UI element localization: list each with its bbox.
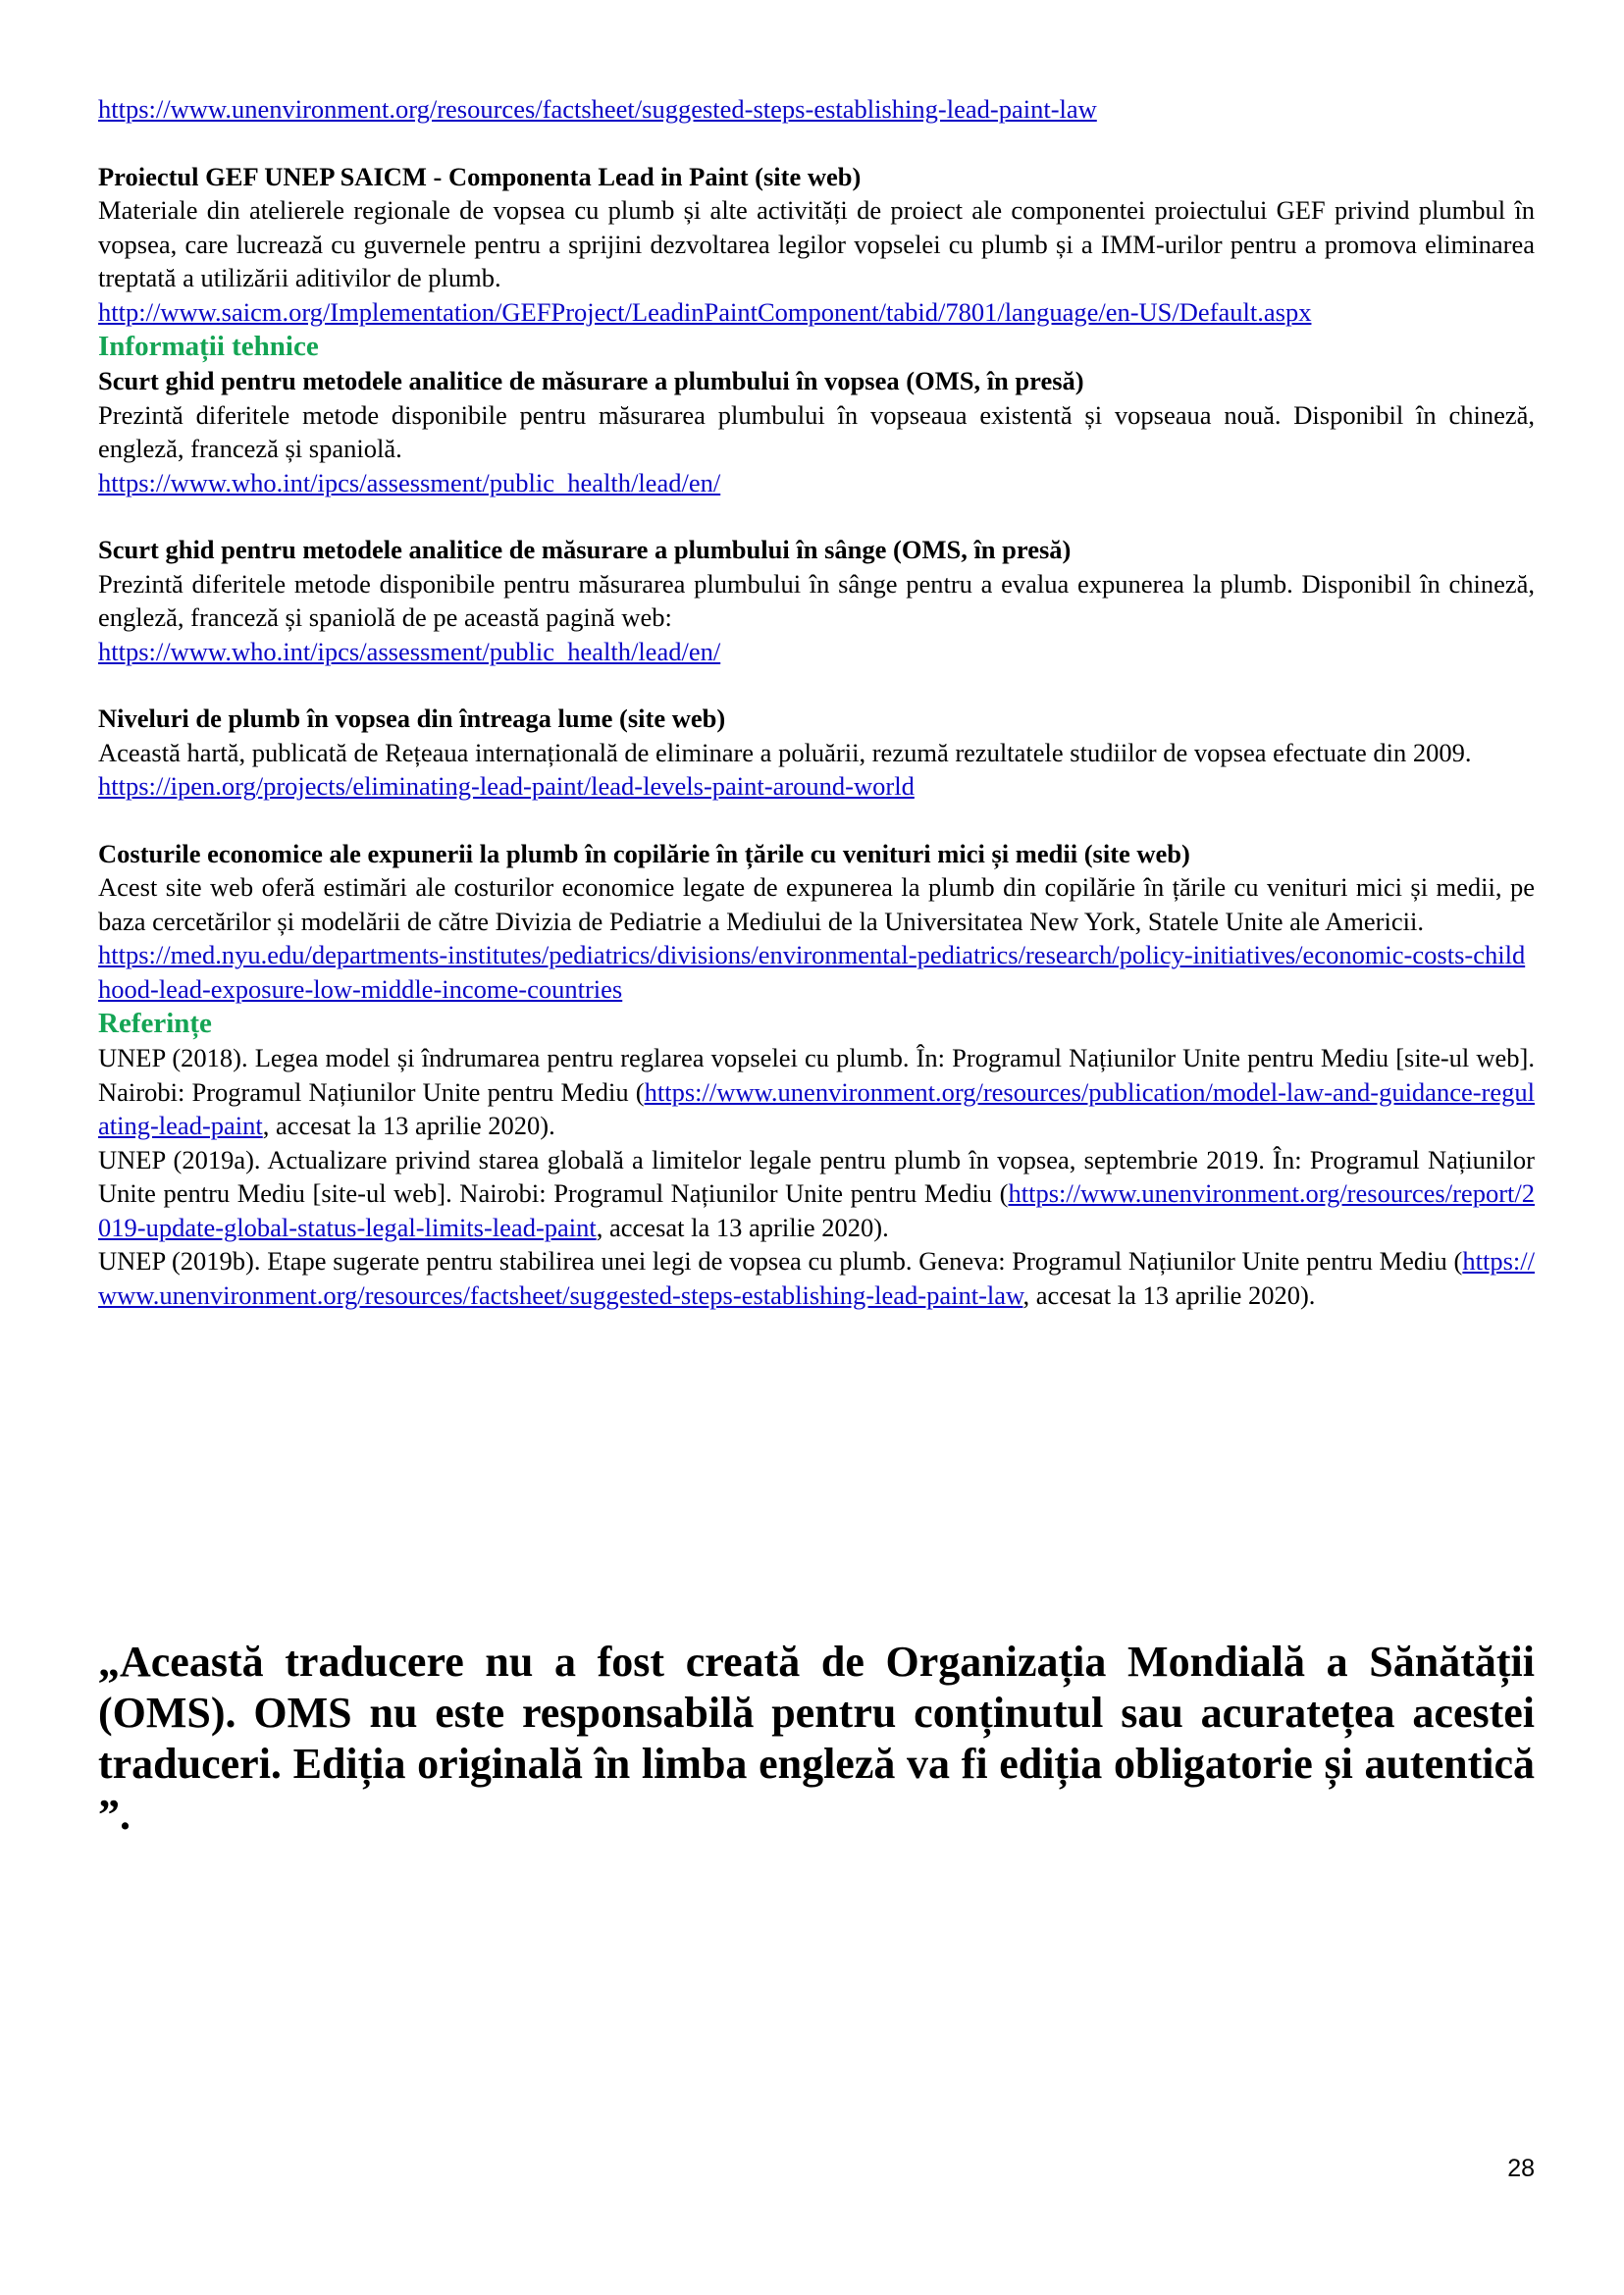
levels-link[interactable]: https://ipen.org/projects/eliminating-lead-paint/lead-levels-paint-around-world	[98, 771, 915, 801]
document-body	[98, 92, 1535, 1312]
reference-link[interactable]: https://www.unenvironment.org/resources/publication/model-law-and-guidance-regulating-lead-paint	[98, 1076, 1535, 1140]
guide-blood-link[interactable]: https://www.who.int/ipcs/assessment/public_health/lead/en/	[98, 636, 721, 666]
costs-title: Costurile economice ale expunerii la plumb în copilărie în țările cu venituri mici și medii (site web)	[98, 838, 1190, 868]
reference-text: UNEP (2019b). Etape sugerate pentru stabilirea unei legi de vopsea cu plumb. Geneva: Programul Națiunilor Unite pentru Mediu (	[98, 1246, 1463, 1276]
reference-item	[98, 1143, 1535, 1245]
levels-body: Această hartă, publicată de Rețeaua internațională de eliminare a poluării, rezumă rezultatele studiilor de vopsea efectuate din 2009.	[98, 737, 1472, 767]
references-heading: Referințe	[98, 1008, 212, 1039]
page-number: 28	[1507, 2155, 1535, 2182]
reference-link[interactable]: https://www.unenvironment.org/resources/report/2019-update-global-status-legal-limits-lead-paint	[98, 1178, 1535, 1242]
guide-paint-body: Prezintă diferitele metode disponibile pentru măsurarea plumbului în vopseaua existentă și vopseaua nouă. Disponibil în chineză, engleză, franceză și spaniolă.	[98, 399, 1535, 463]
gef-link[interactable]: http://www.saicm.org/Implementation/GEFProject/LeadinPaintComponent/tabid/7801/language/en-US/Default.aspx	[98, 296, 1312, 327]
reference-text: , accesat la 13 aprilie 2020).	[1022, 1279, 1316, 1310]
guide-blood-title: Scurt ghid pentru metodele analitice de măsurare a plumbului în sânge (OMS, în presă)	[98, 535, 1072, 564]
reference-text: UNEP (2019a). Actualizare privind starea globală a limitelor legale pentru plumb în vopsea, septembrie 2019. În: Programul Națiunilor Unite pentru Mediu [site-ul web]. Nairobi: Programul Națiunilor Unite pentru Mediu (	[98, 1144, 1535, 1208]
reference-text: UNEP (2018). Legea model și îndrumarea pentru reglarea vopselei cu plumb. În: Programul Națiunilor Unite pentru Mediu [site-ul web]. Nairobi: Programul Națiunilor Unite pentru Mediu (	[98, 1043, 1535, 1107]
reference-item	[98, 1041, 1535, 1143]
reference-link[interactable]: https://www.unenvironment.org/resources/factsheet/suggested-steps-establishing-lead-paint-law	[98, 1246, 1535, 1310]
reference-text: , accesat la 13 aprilie 2020).	[596, 1212, 889, 1242]
costs-link[interactable]: https://med.nyu.edu/departments-institutes/pediatrics/divisions/environmental-pediatrics/research/policy-initiatives/economic-costs-childhood-lead-exposure-low-middle-income-countries	[98, 940, 1526, 1004]
costs-body: Acest site web oferă estimări ale costurilor economice legate de expunerea la plumb din copilărie în țările cu venituri mici și medii, pe baza cercetărilor și modelării de către Divizia de Pediatrie a Mediului de la Universitatea New York, Statele Unite ale Americii.	[98, 872, 1535, 936]
gef-body: Materiale din atelierele regionale de vopsea cu plumb și alte activități de proiect ale componentei proiectului GEF privind plumbul în vopsea, care lucrează cu guvernele pentru a sprijini dezvoltarea legilor vopselei cu plumb și a IMM-urilor pentru a promova eliminarea treptată a utilizării aditivilor de plumb.	[98, 195, 1535, 292]
guide-paint-title: Scurt ghid pentru metodele analitice de măsurare a plumbului în vopsea (OMS, în presă)	[98, 366, 1084, 395]
technical-info-heading: Informații tehnice	[98, 331, 319, 362]
reference-text: , accesat la 13 aprilie 2020).	[262, 1111, 555, 1140]
translation-disclaimer: „Această traducere nu a fost creată de Organizația Mondială a Sănătății (OMS). OMS nu este responsabilă pentru conținutul sau acuratețea acestei traduceri. Ediția originală în limba engleză va fi ediția obligatorie și autentică ”.	[98, 1638, 1535, 1839]
top-link[interactable]: https://www.unenvironment.org/resources/factsheet/suggested-steps-establishing-lead-paint-law	[98, 94, 1097, 124]
reference-item	[98, 1244, 1535, 1312]
guide-paint-link[interactable]: https://www.who.int/ipcs/assessment/public_health/lead/en/	[98, 467, 721, 497]
levels-title: Niveluri de plumb în vopsea din întreaga lume (site web)	[98, 704, 726, 733]
gef-title: Proiectul GEF UNEP SAICM - Componenta Lead in Paint (site web)	[98, 161, 862, 191]
guide-blood-body: Prezintă diferitele metode disponibile pentru măsurarea plumbului în sânge pentru a evalua expunerea la plumb. Disponibil în chineză, engleză, franceză și spaniolă de pe această pagină web:	[98, 568, 1535, 632]
